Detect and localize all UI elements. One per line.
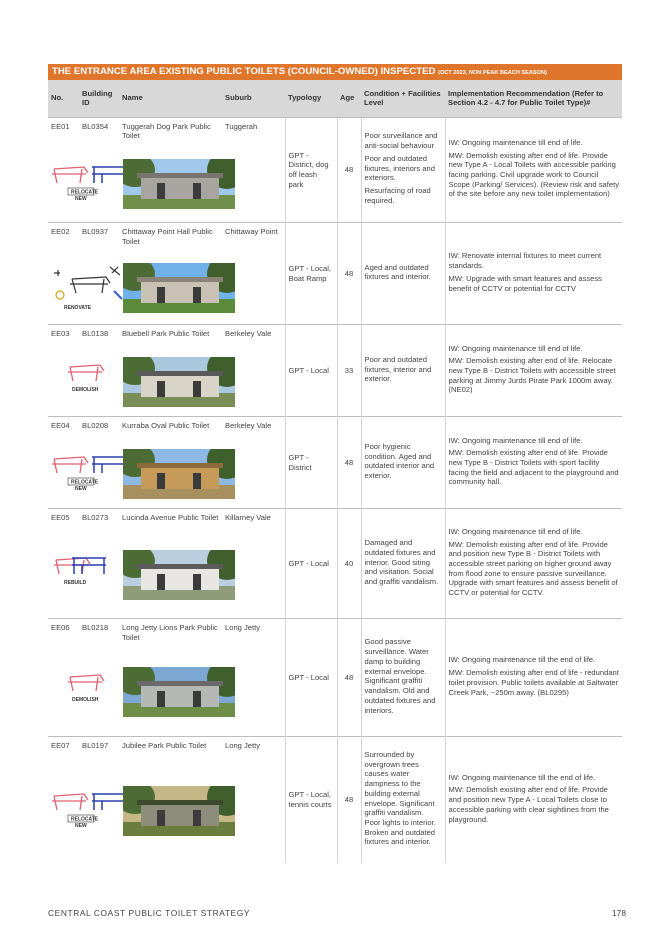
action-label: RELOCATE	[71, 189, 99, 196]
iw-recommendation: IW: Ongoing maintenance till the end of life.	[448, 655, 596, 665]
toilet-photo	[123, 550, 235, 600]
cell-building-id: BL0937	[79, 223, 119, 251]
col-header-implementation: Implementation Recommendation (Refer to Section 4.2 - 4.7 for Public Toilet Type)#	[445, 80, 622, 117]
table-row	[48, 509, 622, 531]
cell-photo	[119, 647, 285, 737]
cell-age: 48	[337, 737, 361, 863]
mw-recommendation: MW: Upgrade with smart features and assess benefit of CCTV or potential for CCTV	[448, 273, 602, 293]
table-title: THE ENTRANCE AREA EXISTING PUBLIC TOILETS (COUNCIL-OWNED) INSPECTED	[52, 66, 436, 77]
cell-no: EE05	[48, 509, 79, 531]
cell-building-id: BL0208	[79, 417, 119, 439]
cell-action-icon	[48, 759, 119, 863]
cell-implementation	[445, 737, 622, 863]
table-title-banner	[48, 64, 622, 80]
toilets-table	[48, 80, 622, 863]
cell-typology: GPT - District, dog off leash park	[285, 117, 337, 223]
cell-condition	[361, 223, 445, 325]
cell-name: Bluebell Park Public Toilet	[119, 325, 222, 347]
cell-suburb: Tuggerah	[222, 117, 285, 145]
mw-recommendation: MW: Demolish existing after end of life. Relocate new Type B - District Toilets with accessible street parking at Jimmy Jurds Pirate Park 1000m away. (NE02)	[448, 356, 616, 395]
action-sub-label: NEW	[75, 195, 87, 202]
cell-action-icon	[48, 145, 119, 223]
cell-photo	[119, 251, 285, 325]
cell-age: 48	[337, 417, 361, 509]
cell-condition	[361, 619, 445, 737]
cell-implementation	[445, 223, 622, 325]
cell-no: EE02	[48, 223, 79, 251]
cell-suburb: Long Jetty	[222, 619, 285, 647]
cell-suburb: Berkeley Vale	[222, 325, 285, 347]
cell-age: 40	[337, 509, 361, 619]
cell-suburb: Killarney Vale	[222, 509, 285, 531]
cell-suburb: Berkeley Vale	[222, 417, 285, 439]
mw-recommendation: MW: Demolish existing after end of life - redundant toilet provision. Public toilets available at Saltwater Creek Park, ~250m away. (BL0295)	[448, 668, 619, 697]
cell-photo	[119, 145, 285, 223]
cell-no: EE03	[48, 325, 79, 347]
table-row	[48, 417, 622, 439]
col-header-condition: Condition + Facilities Level	[361, 80, 445, 117]
condition-text: Poor and outdated fixtures, interiors and exteriors.	[364, 153, 435, 183]
cell-name: Tuggerah Dog Park Public Toilet	[119, 117, 222, 145]
condition-text: Damaged and outdated fixtures and interior. Good siting and visitation. Social and graffiti vandalism.	[364, 538, 439, 586]
cell-condition	[361, 117, 445, 223]
col-header-suburb: Suburb	[222, 80, 285, 117]
cell-suburb: Long Jetty	[222, 737, 285, 759]
action-sub-label: NEW	[75, 485, 87, 492]
cell-action-icon	[48, 439, 119, 509]
cell-age: 48	[337, 619, 361, 737]
cell-name: Jubilee Park Public Toilet	[119, 737, 222, 759]
cell-age: 33	[337, 325, 361, 417]
cell-typology: GPT - Local	[285, 509, 337, 619]
footer-page-number: 178	[612, 908, 626, 918]
cell-condition	[361, 509, 445, 619]
col-header-typology: Typology	[285, 80, 337, 117]
iw-recommendation: IW: Ongoing maintenance till end of life.	[448, 435, 583, 445]
condition-text: Poor and outdated fixtures, interior and exterior.	[364, 354, 432, 384]
iw-recommendation: IW: Ongoing maintenance till the end of life.	[448, 772, 596, 782]
action-label: REBUILD	[64, 579, 87, 586]
table-row	[48, 223, 622, 251]
toilet-photo	[123, 357, 235, 407]
cell-implementation	[445, 117, 622, 223]
col-header-name: Name	[119, 80, 222, 117]
cell-condition	[361, 737, 445, 863]
cell-typology: GPT - Local	[285, 619, 337, 737]
cell-photo	[119, 347, 285, 417]
toilet-photo	[123, 449, 235, 499]
cell-photo	[119, 759, 285, 863]
cell-building-id: BL0218	[79, 619, 119, 647]
condition-text: Poor hygienic condition. Aged and outdated interior and exterior.	[364, 441, 435, 481]
cell-no: EE07	[48, 737, 79, 759]
iw-recommendation: IW: Ongoing maintenance till end of life.	[448, 526, 583, 536]
toilet-photo	[123, 786, 235, 836]
mw-recommendation: MW: Demolish existing after end of life. Provide and position new Type A - Local Toilets close to accessible parking with clear sightlines from the playground.	[448, 785, 609, 824]
cell-age: 48	[337, 223, 361, 325]
action-label: RENOVATE	[64, 304, 92, 311]
cell-typology: GPT - District	[285, 417, 337, 509]
cell-no: EE01	[48, 117, 79, 145]
toilet-photo	[123, 159, 235, 209]
cell-building-id: BL0197	[79, 737, 119, 759]
action-label: DEMOLISH	[72, 696, 99, 703]
condition-text: Poor surveillance and anti-social behaviour	[364, 131, 438, 151]
cell-action-icon	[48, 347, 119, 417]
cell-building-id: BL0273	[79, 509, 119, 531]
cell-action-icon	[48, 531, 119, 619]
toilet-photo	[123, 263, 235, 313]
table-row	[48, 737, 622, 759]
cell-typology: GPT - Local, Boat Ramp	[285, 223, 337, 325]
action-label: RELOCATE	[71, 479, 99, 486]
cell-name: Chittaway Point Hall Public Toilet	[119, 223, 222, 251]
cell-implementation	[445, 509, 622, 619]
mw-recommendation: MW: Demolish existing after end of life. Provide new Type B - District Toilets with sport facility facing the field and adjacent to the playground and community hall.	[448, 448, 619, 487]
action-label: DEMOLISH	[72, 386, 99, 393]
cell-implementation	[445, 619, 622, 737]
cell-condition	[361, 417, 445, 509]
cell-action-icon	[48, 251, 119, 325]
table-row	[48, 117, 622, 145]
table-header-row	[48, 80, 622, 117]
cell-action-icon	[48, 647, 119, 737]
cell-implementation	[445, 417, 622, 509]
cell-building-id: BL0354	[79, 117, 119, 145]
condition-text: Surrounded by overgrown trees causes water dampness to the building external envelope. Significant graffiti vandalism. Poor lights to interior. Broken and outdated fixtures and interior.	[364, 749, 436, 847]
condition-text: Resurfacing of road required.	[364, 186, 431, 205]
cell-name: Kurraba Oval Public Toilet	[119, 417, 222, 439]
cell-implementation	[445, 325, 622, 417]
table-row	[48, 325, 622, 347]
footer-document-title: CENTRAL COAST PUBLIC TOILET STRATEGY	[48, 908, 251, 918]
condition-text: Aged and outdated fixtures and interior.	[364, 262, 431, 282]
action-label: RELOCATE	[71, 816, 99, 823]
cell-no: EE04	[48, 417, 79, 439]
iw-recommendation: IW: Ongoing maintenance till end of life.	[448, 137, 583, 147]
cell-age: 48	[337, 117, 361, 223]
cell-no: EE06	[48, 619, 79, 647]
condition-text: Good passive surveillance. Water damp to building external envelope. Significant graffiti vandalism. Old and outdated fixtures and interiors.	[364, 637, 436, 715]
cell-name: Lucinda Avenue Public Toilet	[119, 509, 222, 531]
action-sub-label: NEW	[75, 822, 87, 829]
toilet-photo	[123, 667, 235, 717]
col-header-age: Age	[337, 80, 361, 117]
iw-recommendation: IW: Renovate internal fixtures to meet current standards.	[448, 251, 602, 271]
cell-photo	[119, 439, 285, 509]
table-row	[48, 619, 622, 647]
cell-condition	[361, 325, 445, 417]
cell-name: Long Jetty Lions Park Public Toilet	[119, 619, 222, 647]
iw-recommendation: IW: Ongoing maintenance till end of life.	[448, 343, 583, 353]
table-subtitle: (OCT 2023, NON PEAK BEACH SEASON)	[438, 70, 547, 76]
cell-building-id: BL0138	[79, 325, 119, 347]
cell-suburb: Chittaway Point	[222, 223, 285, 251]
col-header-building-id: Building ID	[79, 80, 119, 117]
cell-photo	[119, 531, 285, 619]
col-header-no: No.	[48, 80, 79, 117]
mw-recommendation: MW: Demolish existing after end of life. Provide and position new Type B - District Toilets with accessible street parking on higher ground away from flood zone to ensure passive surveillance. Upgrade with smart features and assess benefit of CCTV or potential for CCTV.	[448, 539, 618, 598]
cell-typology: GPT - Local	[285, 325, 337, 417]
cell-typology: GPT - Local, tennis courts	[285, 737, 337, 863]
mw-recommendation: MW: Demolish existing after end of life. Provide new Type A - Local Toilets with accessible parking facing parking. Civil upgrade work to Council Scope (Parking/ Services). (Review risk and safety of the site before any new toilet implementation)	[448, 150, 619, 199]
